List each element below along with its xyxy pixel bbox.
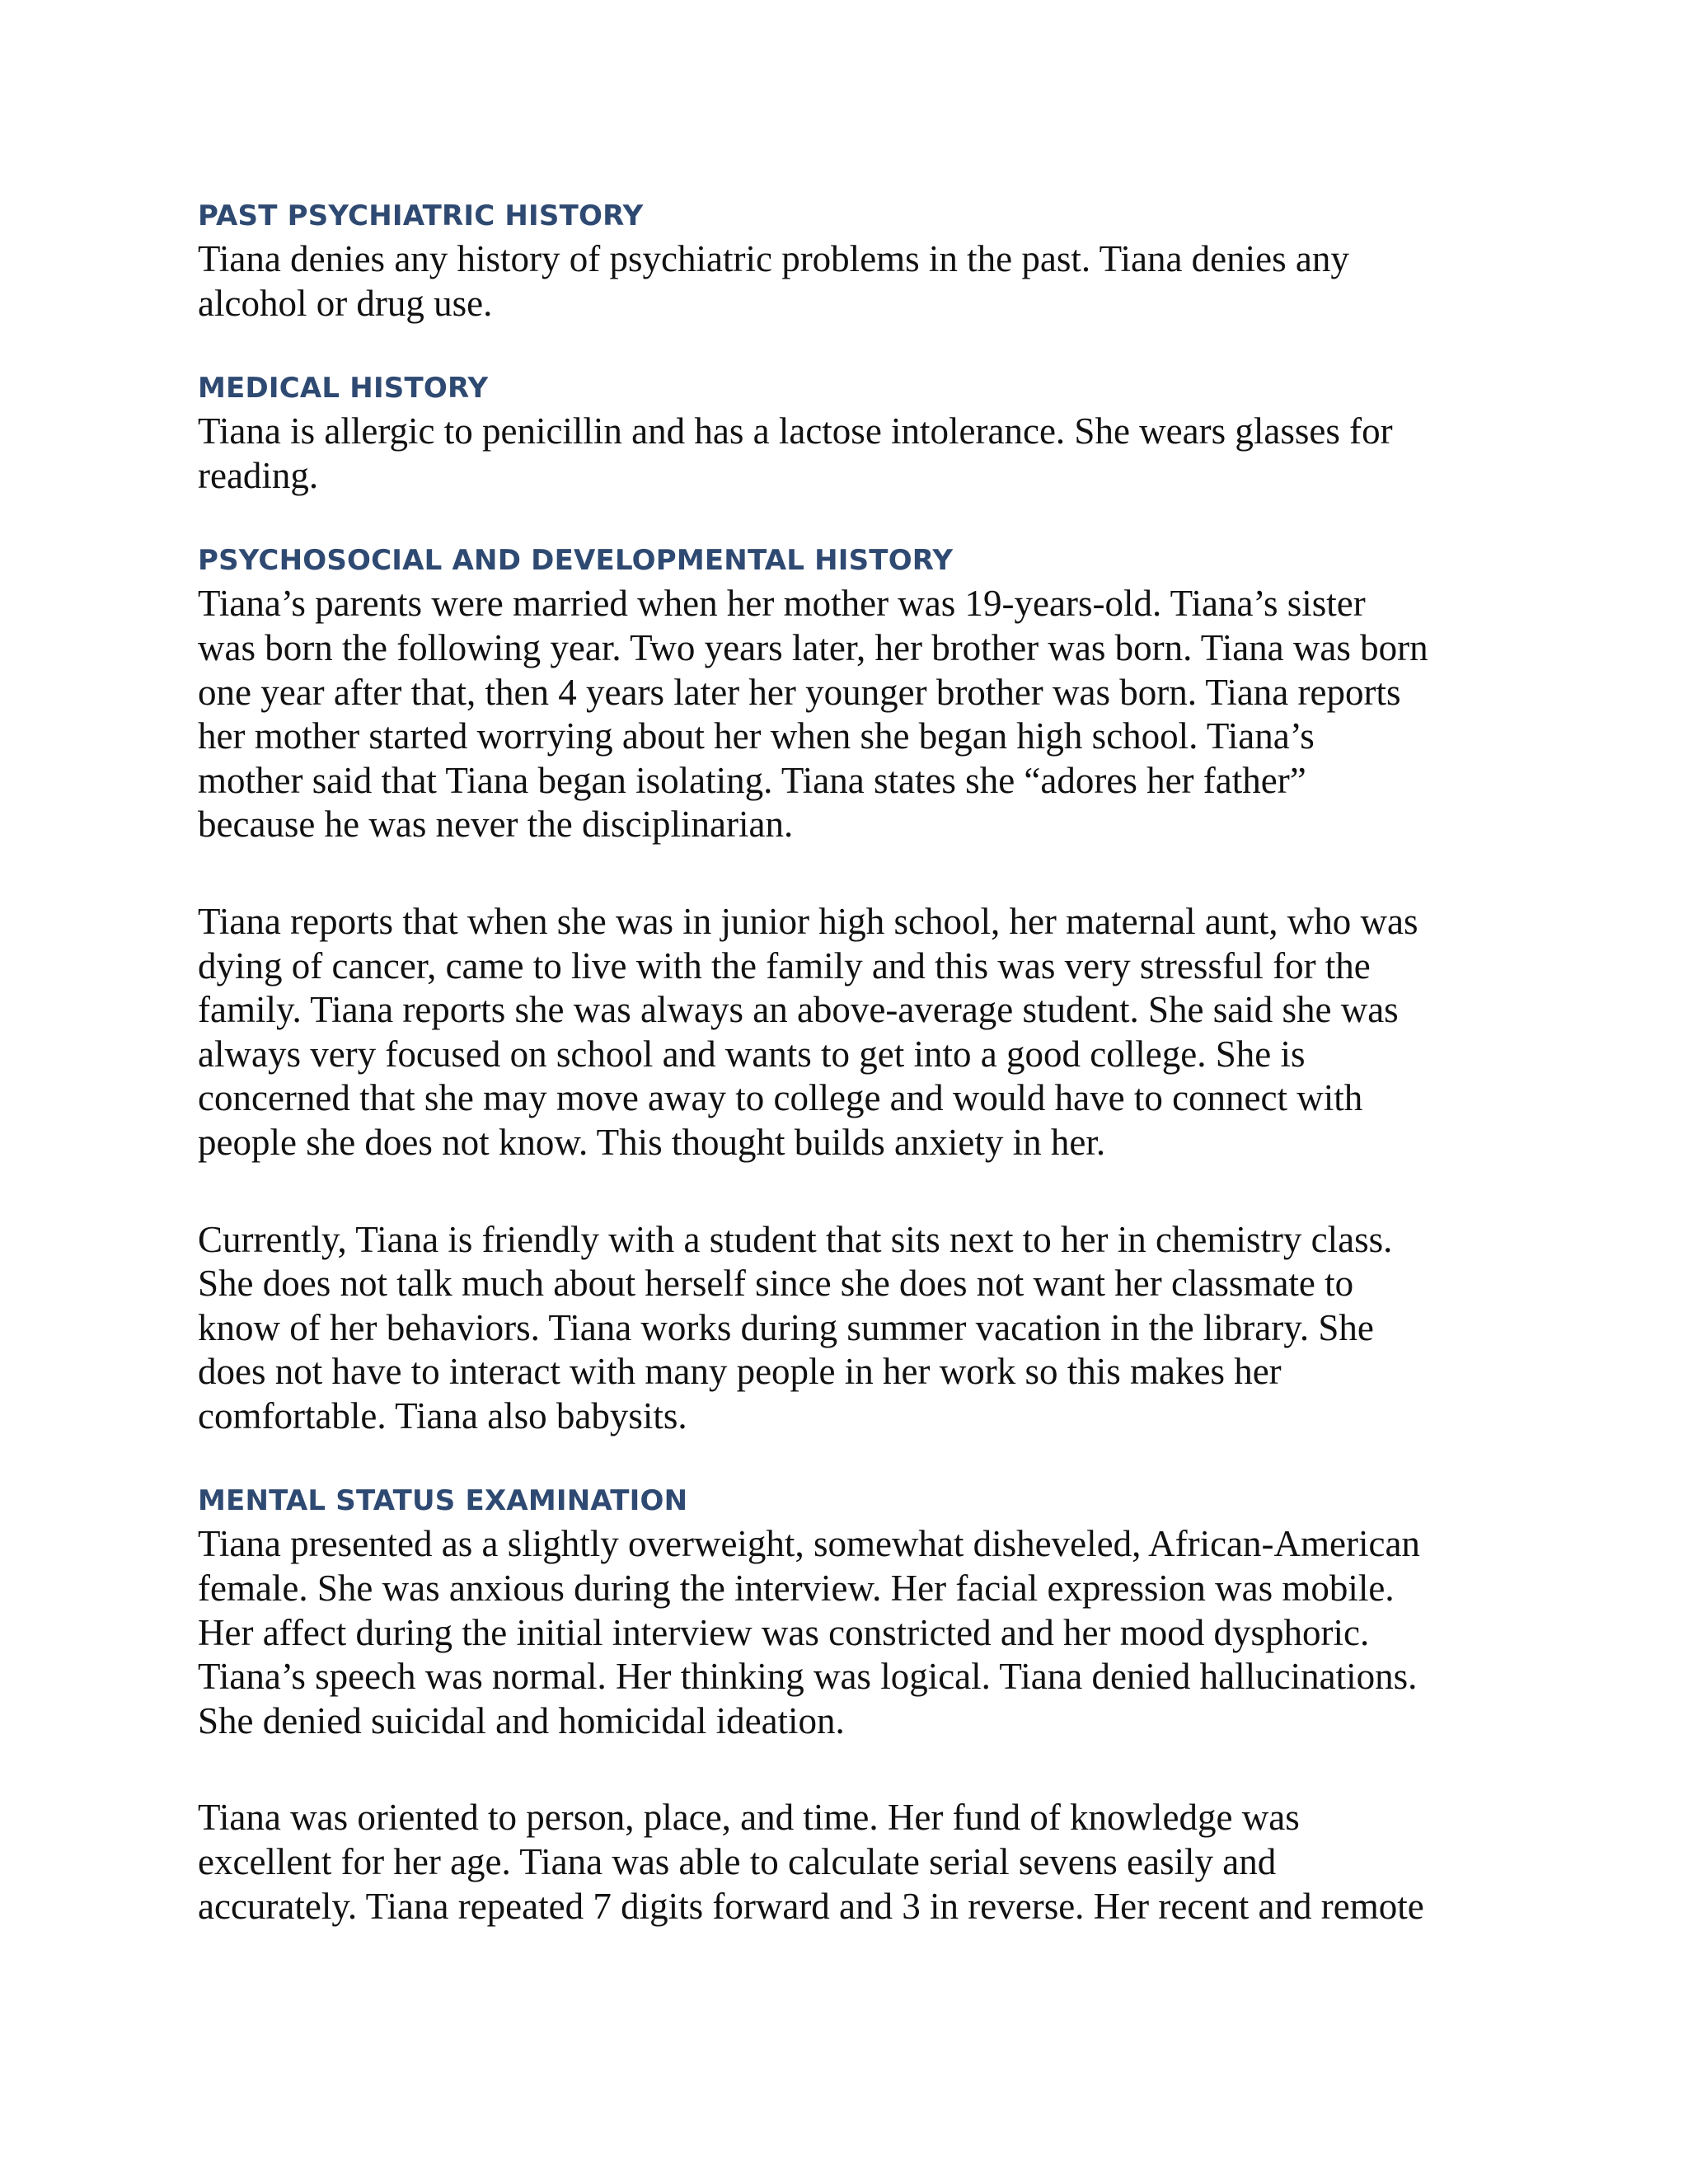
text-line: accurately. Tiana repeated 7 digits forward and 3 in reverse. Her recent and remote (198, 1885, 1424, 1927)
document-body (198, 194, 1533, 1929)
text-line: because he was never the disciplinarian. (198, 804, 794, 846)
text-line: Tiana denies any history of psychiatric problems in the past. Tiana denies any (198, 238, 1349, 279)
section-heading: PSYCHOSOCIAL AND DEVELOPMENTAL HISTORY (198, 544, 954, 578)
text-line: She does not talk much about herself since she does not want her classmate to (198, 1263, 1354, 1305)
text-line: her mother started worrying about her when she began high school. Tiana’s (198, 715, 1315, 757)
section-heading: PAST PSYCHIATRIC HISTORY (198, 199, 644, 232)
section-past-psychiatric-history (198, 194, 1533, 326)
text-line: know of her behaviors. Tiana works during summer vacation in the library. She (198, 1306, 1374, 1348)
text-line: Currently, Tiana is friendly with a student that sits next to her in chemistry class. (198, 1218, 1393, 1260)
paragraph (198, 1522, 1533, 1743)
paragraph (198, 410, 1533, 498)
text-line: one year after that, then 4 years later her younger brother was born. Tiana reports (198, 671, 1401, 713)
paragraph (198, 900, 1533, 1165)
text-line: people she does not know. This thought builds anxiety in her. (198, 1121, 1106, 1163)
text-line: She denied suicidal and homicidal ideation. (198, 1699, 845, 1741)
paragraph (198, 582, 1533, 847)
text-line: dying of cancer, came to live with the family and this was very stressful for the (198, 944, 1371, 987)
paragraph (198, 1796, 1533, 1929)
text-line: was born the following year. Two years later, her brother was born. Tiana was born (198, 626, 1428, 668)
paragraph (198, 237, 1533, 326)
text-line: comfortable. Tiana also babysits. (198, 1394, 687, 1436)
text-line: Her affect during the initial interview was constricted and her mood dysphoric. (198, 1611, 1370, 1653)
text-line: mother said that Tiana began isolating. Tiana states she “adores her father” (198, 759, 1306, 801)
section-mental-status-examination (198, 1479, 1533, 1929)
text-line: alcohol or drug use. (198, 282, 493, 324)
text-line: Tiana’s parents were married when her mother was 19-years-old. Tiana’s sister (198, 583, 1366, 625)
text-line: always very focused on school and wants to get into a good college. She is (198, 1033, 1306, 1075)
section-psychosocial-developmental-history (198, 539, 1533, 1438)
text-line: Tiana is allergic to penicillin and has a lactose intolerance. She wears glasses for (198, 410, 1393, 452)
text-line: Tiana was oriented to person, place, and time. Her fund of knowledge was (198, 1797, 1300, 1839)
section-medical-history (198, 367, 1533, 498)
text-line: does not have to interact with many people in her work so this makes her (198, 1351, 1282, 1393)
text-line: female. She was anxious during the interview. Her facial expression was mobile. (198, 1568, 1395, 1610)
section-heading: MENTAL STATUS EXAMINATION (198, 1484, 688, 1518)
text-line: family. Tiana reports she was always an above-average student. She said she was (198, 989, 1399, 1031)
text-line: excellent for her age. Tiana was able to calculate serial sevens easily and (198, 1841, 1277, 1883)
text-line: Tiana presented as a slightly overweight, somewhat disheveled, African-American (198, 1523, 1420, 1565)
text-line: Tiana’s speech was normal. Her thinking was logical. Tiana denied hallucinations. (198, 1656, 1418, 1698)
text-line: reading. (198, 454, 319, 496)
text-line: concerned that she may move away to college and would have to connect with (198, 1077, 1363, 1119)
paragraph (198, 1218, 1533, 1439)
text-line: Tiana reports that when she was in junior high school, her maternal aunt, who was (198, 900, 1418, 942)
section-heading: MEDICAL HISTORY (198, 372, 489, 405)
